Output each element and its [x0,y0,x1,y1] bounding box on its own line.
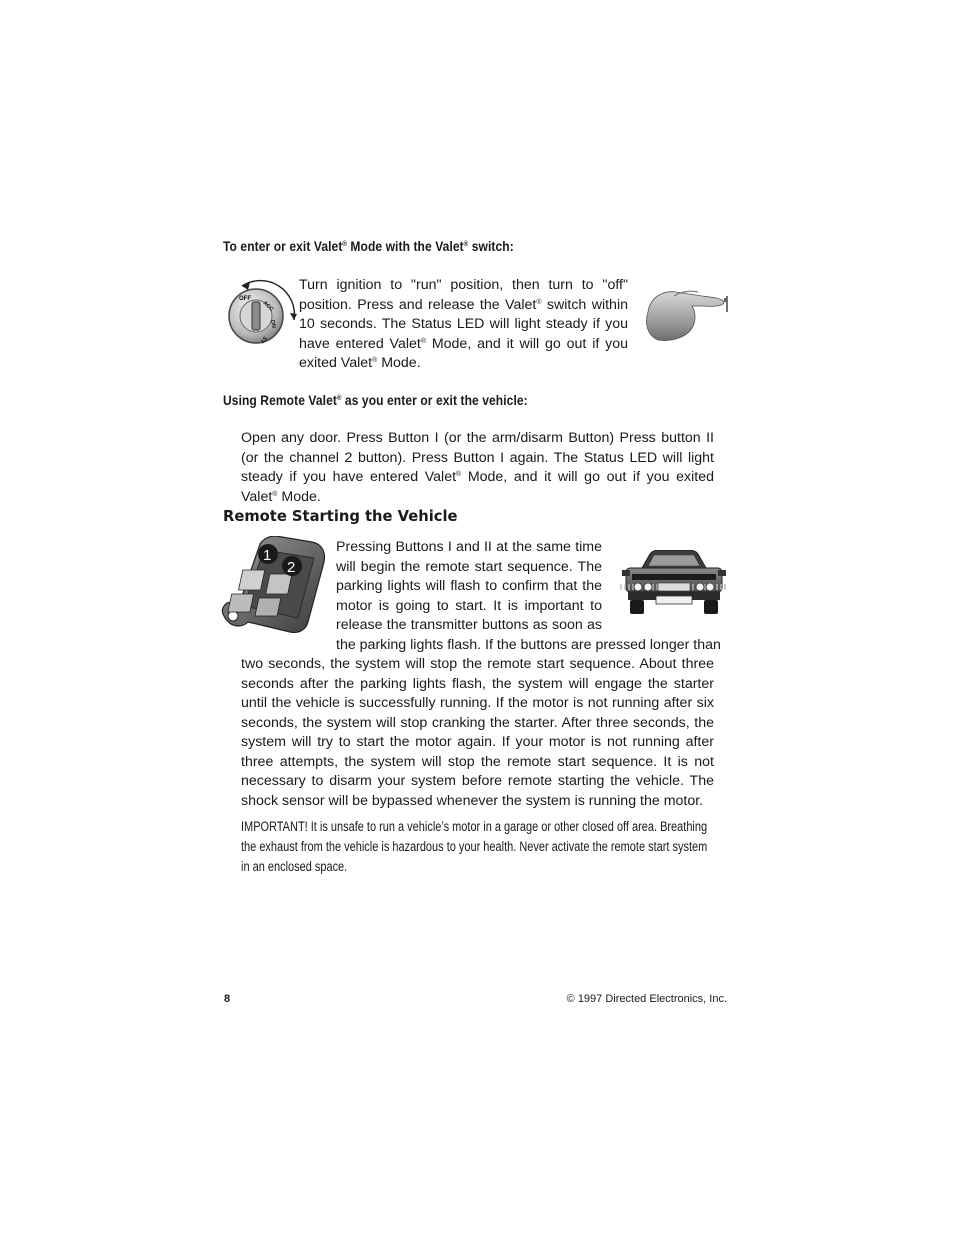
remote-button-1-label: 1 [263,547,272,564]
remote-valet-heading: Using Remote Valet® as you enter or exit the vehicle: [223,392,528,408]
switch-label-on: ON [269,319,277,329]
page-number: 8 [224,993,231,1005]
remote-transmitter-icon [220,536,326,636]
copyright: © 1997 Directed Electronics, Inc. [566,993,727,1005]
valet-switch-heading: To enter or exit Valet® Mode with the Valet® switch: [223,238,514,254]
switch-label-acc: ACC [261,300,275,313]
switch-label-off: OFF [239,296,251,302]
remote-start-line-6: the parking lights flash. If the buttons are pressed longer than [336,637,721,653]
car-front-icon [618,550,730,616]
remote-button-2-label: 2 [287,559,296,576]
valet-switch-text: Turn ignition to "run" position, then turn to "off" position. Press and release the Valet® switch within 10 seconds. The Status LED will light steady if you have entered Valet® Mode, and it will go out if you exited Valet® Mode. [299,277,628,371]
remote-start-continuation: two seconds, the system will stop the remote start sequence. About three seconds after the parking lights flash, the system will engage the starter until the vehicle is successfully running. If the motor is not running after six seconds, the system will stop cranking the starter. After three seconds, the system will try to start the motor again. If your motor is not running after three attempts, the system will stop the remote start sequence. It is not necessary to disarm your system before remote starting the vehicle. The shock sensor will be bypassed whenever the system is running the motor. [241,656,714,809]
remote-valet-text: Open any door. Press Button I (or the arm/disarm Button) Press button II (or the channel 2 button). Press Button I again. The Status LED will light steady if you have entered Valet® Mode, and it will go out if you exited Valet® Mode. [241,430,714,505]
ignition-switch-icon [220,276,298,352]
remote-start-title: Remote Starting the Vehicle [223,507,458,525]
switch-label-st: ST [258,334,268,344]
remote-start-intro: Pressing Buttons I and II at the same time will begin the remote start sequence. The parking lights will flash to confirm that the motor is going to start. It is important to release the transmitter buttons as soon as [336,539,602,633]
pointing-hand-icon [640,282,732,346]
important-warning: IMPORTANT! It is unsafe to run a vehicle’s motor in a garage or other closed off area. Breathing the exhaust from the vehicle is hazardous to your health. Never activate the remote start system in an enclosed space. [241,819,708,874]
